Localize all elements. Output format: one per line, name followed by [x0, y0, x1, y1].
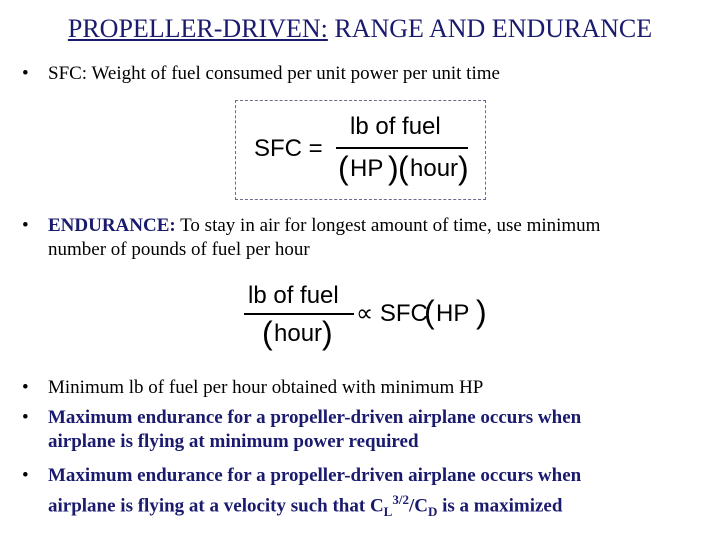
bullet-dot: • — [22, 215, 29, 236]
slide-title — [0, 12, 720, 46]
proportional-formula: lb of fuel ( hour ) ∝ SFC ( HP ) — [240, 278, 490, 348]
endurance-keyword: ENDURANCE: — [48, 215, 176, 236]
max-endurance-power-line1: Maximum endurance for a propeller-driven airplane occurs when — [48, 407, 582, 428]
prop-numerator: lb of fuel — [248, 282, 339, 309]
sfc-fraction-bar — [336, 147, 468, 149]
sfc-bullet-text: SFC: Weight of fuel consumed per unit power per unit time — [48, 63, 500, 84]
min-hp-text: Minimum lb of fuel per hour obtained with minimum HP — [48, 377, 484, 398]
max-endurance-power-line2: airplane is flying at minimum power required — [48, 431, 419, 452]
title-rest: RANGE AND ENDURANCE — [334, 14, 653, 43]
bullet-dot: • — [22, 377, 29, 398]
prop-fraction-bar — [244, 313, 354, 315]
sfc-numerator: lb of fuel — [350, 113, 441, 140]
min-hp-bullet — [22, 376, 483, 400]
max-endurance-velocity-line1: Maximum endurance for a propeller-driven airplane occurs when — [48, 465, 582, 486]
max-endurance-velocity-bullet — [22, 464, 581, 524]
bullet-dot: • — [22, 63, 29, 84]
max-endurance-velocity-line2: airplane is flying at a velocity such that $C_L^{3/2}/C_D$ is a maximized — [48, 492, 563, 520]
endurance-line2: number of pounds of fuel per hour — [48, 239, 310, 260]
sfc-bullet — [22, 62, 500, 86]
title-underlined: PROPELLER-DRIVEN: — [67, 14, 328, 43]
max-endurance-power-bullet — [22, 406, 581, 454]
prop-rhs: ∝ SFC — [356, 300, 428, 327]
bullet-dot: • — [22, 407, 29, 428]
sfc-lhs: SFC = — [254, 135, 323, 162]
sfc-formula-box: SFC = lb of fuel ( HP ) ( hour ) — [235, 100, 486, 200]
endurance-line1: ENDURANCE: To stay in air for longest amount of time, use minimum — [48, 215, 601, 236]
bullet-dot: • — [22, 465, 29, 486]
endurance-bullet — [22, 214, 600, 262]
